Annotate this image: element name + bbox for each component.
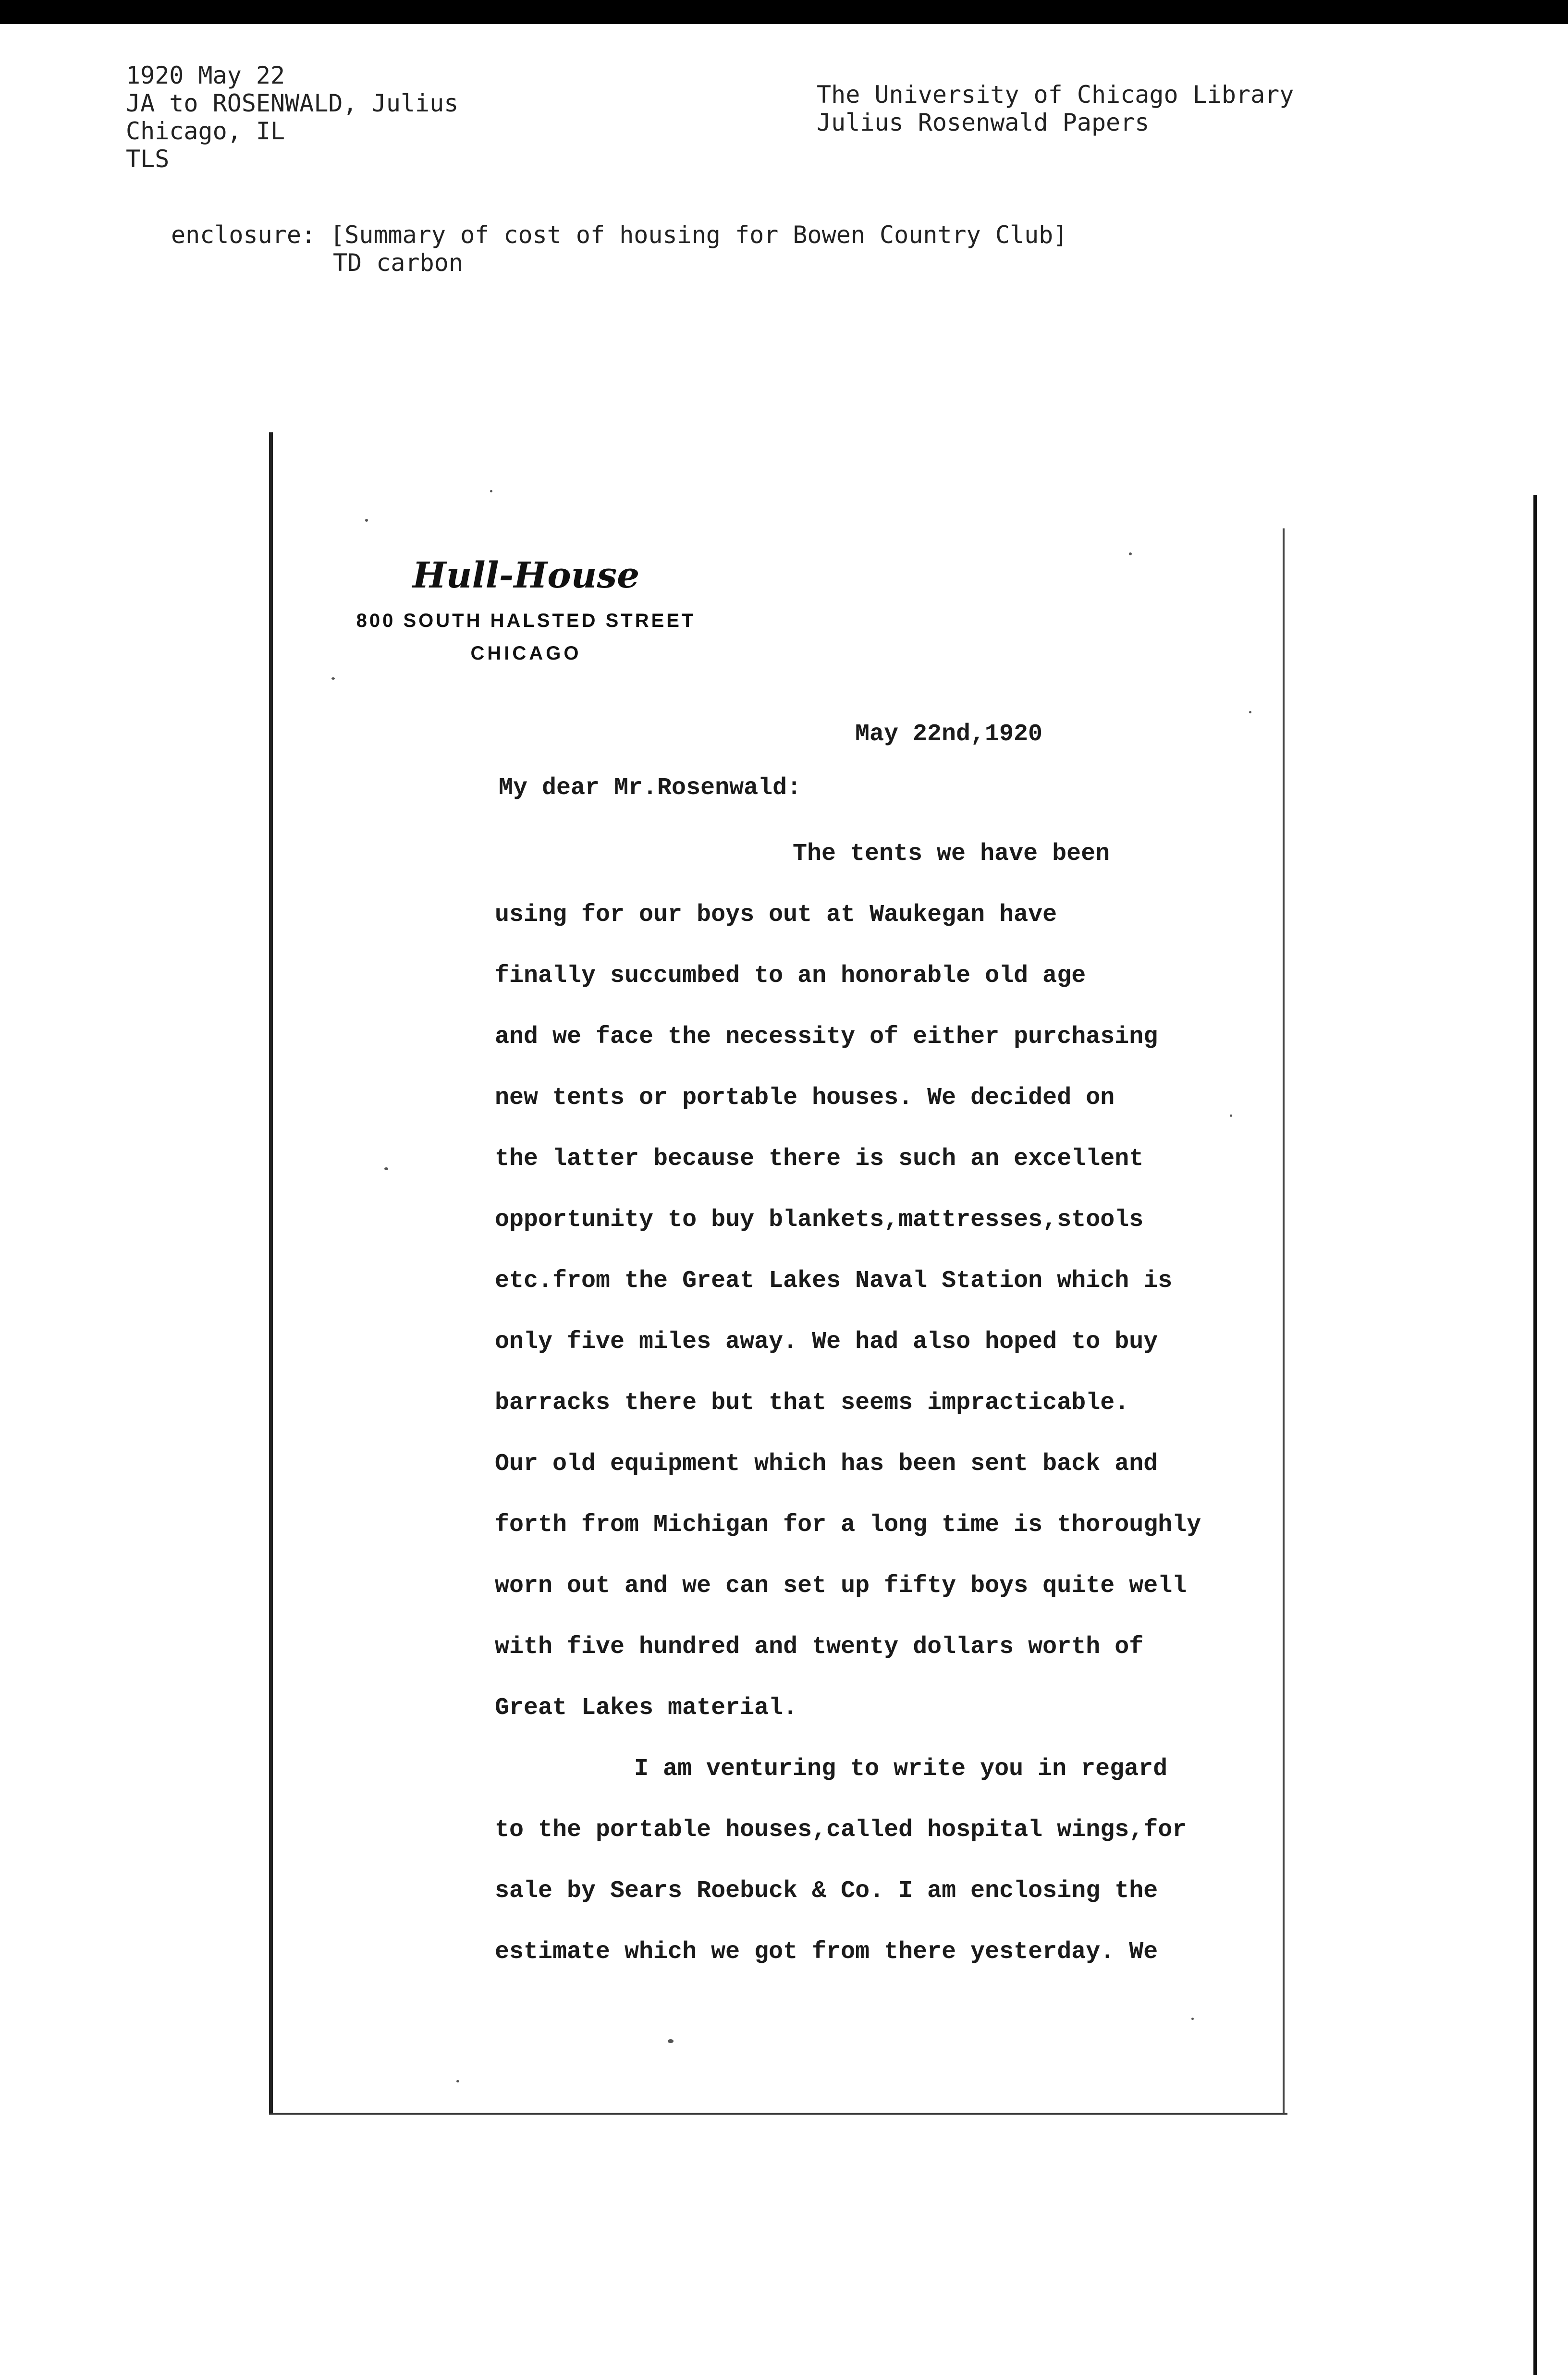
scan-speck	[365, 519, 368, 522]
letter-line: estimate which we got from there yesterday. We	[495, 1938, 1158, 1966]
scan-speck	[1191, 2018, 1194, 2020]
letter-line: the latter because there is such an excellent	[495, 1145, 1144, 1173]
letter-line: Great Lakes material.	[495, 1694, 798, 1722]
scan-speck	[490, 490, 492, 492]
enclosure-type: TD carbon	[333, 249, 463, 277]
letter-line: using for our boys out at Waukegan have	[495, 901, 1057, 929]
letterhead-name: Hull-House	[412, 555, 640, 596]
catalog-repository: The University of Chicago Library	[817, 81, 1294, 109]
frame-left-edge	[269, 432, 273, 2114]
letter-date: May 22nd,1920	[855, 721, 1043, 748]
letter-line: barracks there but that seems impracticable.	[495, 1389, 1129, 1417]
catalog-collection: Julius Rosenwald Papers	[817, 109, 1150, 136]
scan-speck	[668, 2039, 674, 2043]
letter-line: to the portable houses,called hospital wings,for	[495, 1816, 1187, 1844]
catalog-date: 1920 May 22	[126, 61, 285, 89]
letter-line: with five hundred and twenty dollars worth of	[495, 1633, 1144, 1661]
catalog-correspondents: JA to ROSENWALD, Julius	[126, 89, 459, 117]
enclosure-title: [Summary of cost of housing for Bowen Country Club]	[330, 221, 1068, 249]
letter-line: sale by Sears Roebuck & Co. I am enclosing the	[495, 1877, 1158, 1905]
scan-speck	[384, 1167, 388, 1170]
scan-speck	[1249, 711, 1251, 713]
letterhead-address: 800 SOUTH HALSTED STREET	[356, 610, 696, 631]
scan-top-edge	[0, 0, 1568, 24]
letter-line: opportunity to buy blankets,mattresses,stools	[495, 1206, 1144, 1234]
enclosure-note	[171, 221, 1067, 277]
letter-line: Our old equipment which has been sent back and	[495, 1450, 1158, 1478]
scan-speck	[456, 2080, 459, 2082]
letter-line: and we face the necessity of either purchasing	[495, 1023, 1158, 1051]
letter-line: worn out and we can set up fifty boys quite well	[495, 1572, 1187, 1600]
frame-right-edge	[1283, 528, 1285, 2114]
letterhead-city: CHICAGO	[470, 643, 582, 664]
scan-speck	[1230, 1114, 1232, 1117]
catalog-header-left	[126, 61, 458, 173]
letter-line: new tents or portable houses. We decided on	[495, 1084, 1115, 1112]
enclosure-label: enclosure:	[171, 221, 316, 249]
letter-salutation: My dear Mr.Rosenwald:	[499, 774, 802, 802]
catalog-header-right	[817, 81, 1294, 136]
letter-body	[495, 840, 1201, 1999]
letter-line: I am venturing to write you in regard	[634, 1755, 1168, 1783]
letter-line: The tents we have been	[793, 840, 1110, 868]
catalog-doc-type: TLS	[126, 145, 170, 173]
letter-line: only five miles away. We had also hoped to buy	[495, 1328, 1158, 1356]
letter-line: forth from Michigan for a long time is thoroughly	[495, 1511, 1201, 1539]
frame-bottom-edge	[269, 2113, 1287, 2115]
scan-right-rule	[1533, 495, 1537, 2375]
scan-speck	[331, 677, 335, 680]
letter-line: etc.from the Great Lakes Naval Station which is	[495, 1267, 1173, 1295]
catalog-place: Chicago, IL	[126, 117, 285, 145]
letter-line: finally succumbed to an honorable old age	[495, 962, 1086, 990]
scan-speck	[1129, 552, 1132, 555]
